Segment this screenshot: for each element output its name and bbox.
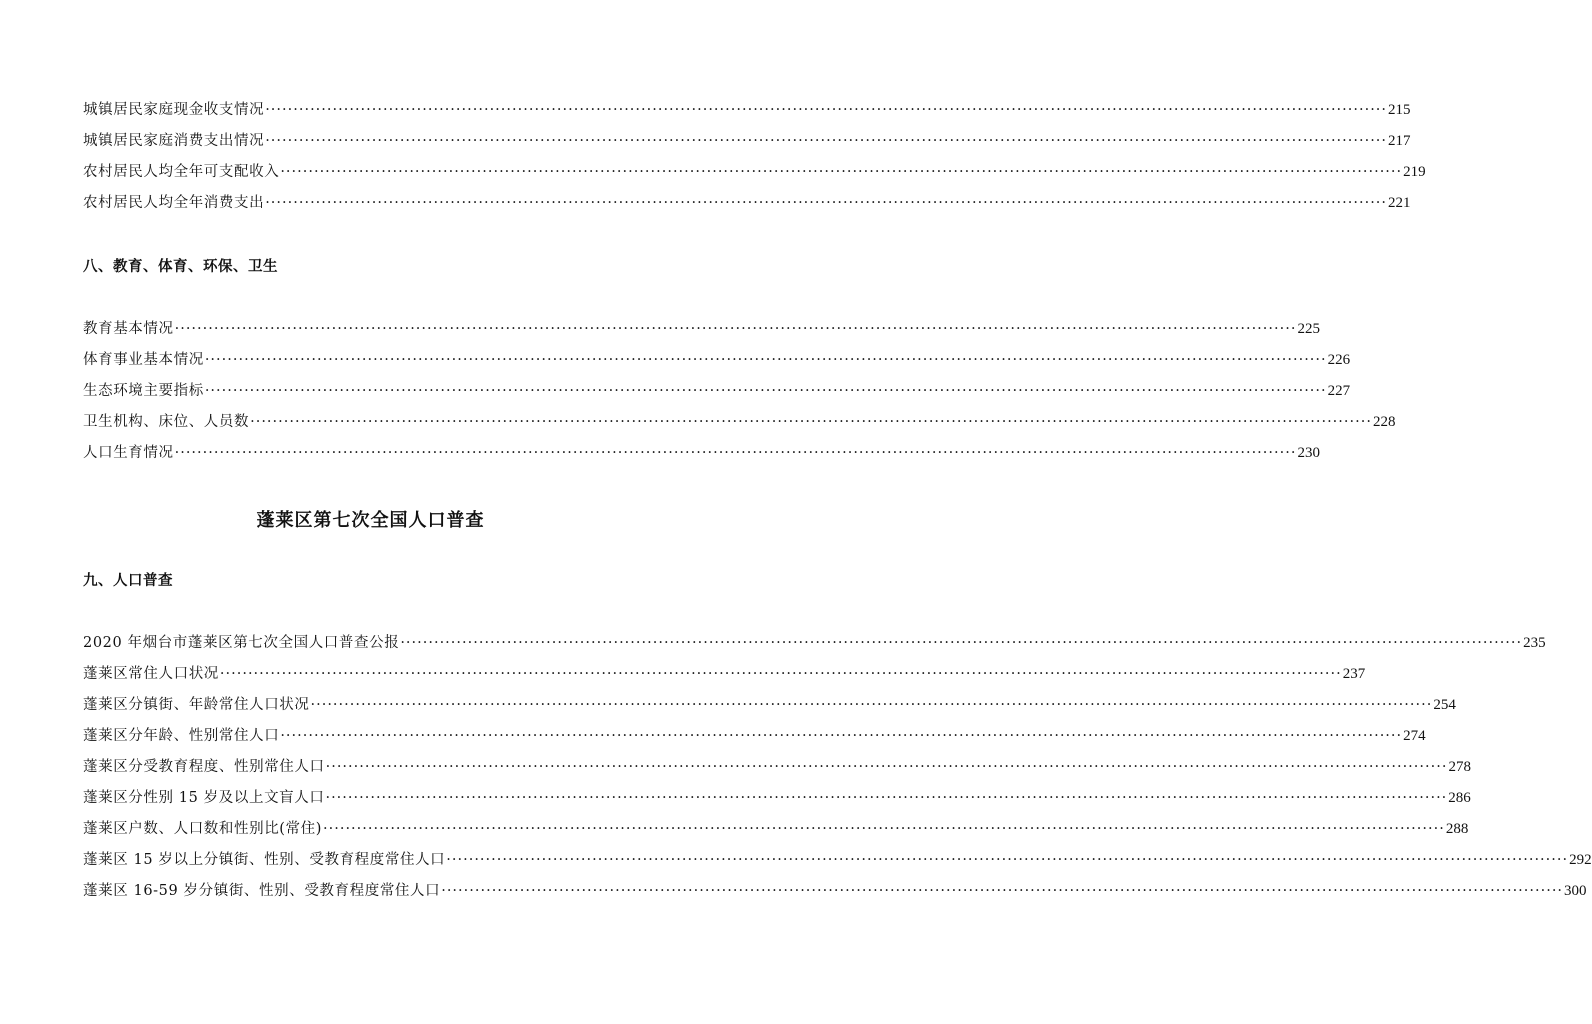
toc-leader-dots: ········································································································································································································ xyxy=(441,883,1564,899)
toc-leader-dots: ········································································································································································································ xyxy=(204,383,1327,399)
toc-entry-title: 生态环境主要指标 xyxy=(83,383,204,399)
toc-entry[interactable] xyxy=(83,161,1426,183)
toc-entry-title: 2020 年烟台市蓬莱区第七次全国人口普查公报 xyxy=(83,635,400,651)
toc-entry-title: 城镇居民家庭现金收支情况 xyxy=(83,102,265,118)
toc-leader-dots: ········································································································································································································ xyxy=(174,321,1297,337)
toc-entry[interactable] xyxy=(83,880,1587,902)
toc-entry-title: 蓬莱区分年龄、性别常住人口 xyxy=(83,728,280,744)
toc-entry-page: 300 xyxy=(1564,883,1587,899)
toc-entry-title: 教育基本情况 xyxy=(83,321,174,337)
toc-entry-page: 292 xyxy=(1569,852,1592,868)
toc-entry-title: 蓬莱区户数、人口数和性别比(常住) xyxy=(83,821,323,837)
section-heading: 八、教育、体育、环保、卫生 xyxy=(83,259,278,275)
toc-entry[interactable] xyxy=(83,99,1411,121)
toc-entry-page: 230 xyxy=(1297,445,1320,461)
toc-entry[interactable] xyxy=(83,442,1320,464)
toc-entry[interactable] xyxy=(83,663,1366,685)
toc-leader-dots: ········································································································································································································ xyxy=(265,195,1388,211)
toc-entry-title: 蓬莱区分镇街、年龄常住人口状况 xyxy=(83,697,310,713)
toc-entry-page: 286 xyxy=(1448,790,1471,806)
toc-entry-page: 221 xyxy=(1388,195,1411,211)
toc-entry[interactable] xyxy=(83,192,1411,214)
toc-entry-title: 城镇居民家庭消费支出情况 xyxy=(83,133,265,149)
toc-entry[interactable] xyxy=(83,130,1411,152)
toc-entry-title: 农村居民人均全年可支配收入 xyxy=(83,164,280,180)
toc-entry-page: 274 xyxy=(1403,728,1426,744)
toc-leader-dots: ········································································································································································································ xyxy=(250,414,1372,430)
toc-entry[interactable] xyxy=(83,694,1456,716)
toc-entry[interactable] xyxy=(83,849,1592,871)
toc-entry-page: 219 xyxy=(1403,164,1426,180)
toc-leader-dots: ········································································································································································································ xyxy=(310,697,1433,713)
toc-entry-page: 278 xyxy=(1448,759,1471,775)
toc-entry-title: 农村居民人均全年消费支出 xyxy=(83,195,265,211)
toc-leader-dots: ········································································································································································································ xyxy=(174,445,1297,461)
toc-entry-page: 237 xyxy=(1342,666,1366,682)
toc-entry-title: 蓬莱区 16-59 岁分镇街、性别、受教育程度常住人口 xyxy=(83,883,441,899)
toc-entry[interactable] xyxy=(83,632,1546,654)
toc-entry-title: 体育事业基本情况 xyxy=(83,352,204,368)
toc-leader-dots: ········································································································································································································ xyxy=(446,852,1569,868)
toc-leader-dots: ········································································································································································································ xyxy=(280,164,1403,180)
toc-entry-title: 人口生育情况 xyxy=(83,445,174,461)
toc-entry-page: 226 xyxy=(1327,352,1351,368)
toc-leader-dots: ········································································································································································································ xyxy=(325,759,1448,775)
toc-leader-dots: ········································································································································································································ xyxy=(323,821,1445,837)
toc-entry-page: 225 xyxy=(1297,321,1320,337)
toc-leader-dots: ········································································································································································································ xyxy=(325,790,1448,806)
toc-leader-dots: ········································································································································································································ xyxy=(204,352,1327,368)
toc-entry-page: 235 xyxy=(1523,635,1546,651)
part-title: 蓬莱区第七次全国人口普查 xyxy=(256,510,485,531)
toc-entry-page: 217 xyxy=(1388,133,1411,149)
toc-leader-dots: ········································································································································································································ xyxy=(219,666,1342,682)
toc-entry-title: 蓬莱区 15 岁以上分镇街、性别、受教育程度常住人口 xyxy=(83,852,446,868)
toc-entry[interactable] xyxy=(83,380,1351,402)
toc-entry-page: 227 xyxy=(1327,383,1351,399)
toc-entry[interactable] xyxy=(83,787,1471,809)
toc-entry[interactable] xyxy=(83,349,1351,371)
toc-entry[interactable] xyxy=(83,725,1426,747)
toc-entry-page: 228 xyxy=(1372,414,1396,430)
toc-entry-title: 蓬莱区分受教育程度、性别常住人口 xyxy=(83,759,325,775)
section-heading: 九、人口普查 xyxy=(83,573,173,589)
toc-leader-dots: ········································································································································································································ xyxy=(400,635,1523,651)
toc-leader-dots: ········································································································································································································ xyxy=(265,102,1388,118)
toc-entry[interactable] xyxy=(83,318,1320,340)
toc-entry-title: 蓬莱区常住人口状况 xyxy=(83,666,219,682)
toc-entry[interactable] xyxy=(83,411,1396,433)
toc-entry[interactable] xyxy=(83,818,1469,840)
toc-entry-page: 288 xyxy=(1445,821,1469,837)
toc-entry-page: 215 xyxy=(1388,102,1411,118)
toc-entry[interactable] xyxy=(83,756,1471,778)
toc-entry-page: 254 xyxy=(1433,697,1456,713)
toc-leader-dots: ········································································································································································································ xyxy=(265,133,1388,149)
toc-leader-dots: ········································································································································································································ xyxy=(280,728,1403,744)
toc-entry-title: 卫生机构、床位、人员数 xyxy=(83,414,250,430)
toc-entry-title: 蓬莱区分性别 15 岁及以上文盲人口 xyxy=(83,790,325,806)
